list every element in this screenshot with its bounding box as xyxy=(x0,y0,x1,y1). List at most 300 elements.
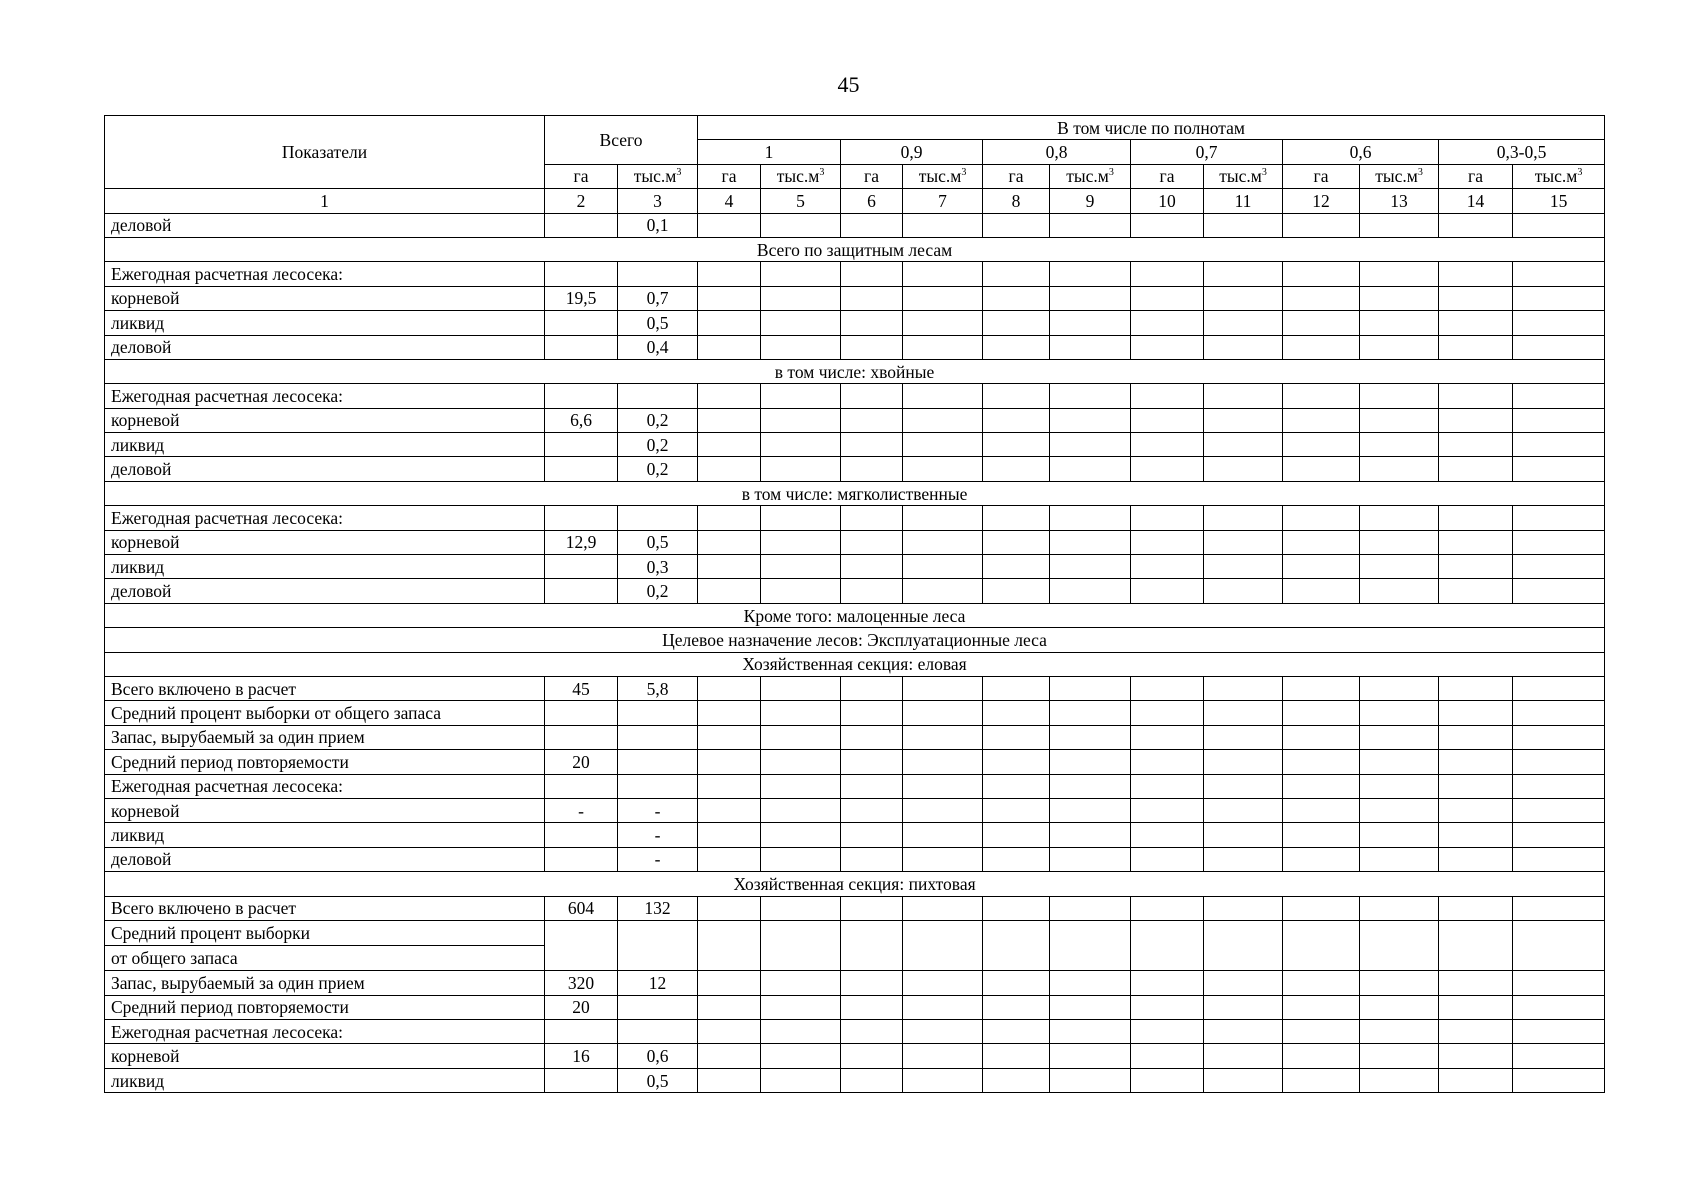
cell-empty xyxy=(1204,676,1283,700)
cell-empty xyxy=(761,555,841,579)
cell-empty xyxy=(1513,384,1605,408)
cell-empty xyxy=(1360,457,1439,481)
table-header xyxy=(105,116,1605,214)
unit-volume-text: тыс.м xyxy=(1534,166,1578,187)
cell-empty xyxy=(698,530,761,554)
cell-empty xyxy=(761,457,841,481)
row-label: Ежегодная расчетная лесосека: xyxy=(105,384,545,408)
section-row xyxy=(105,872,1605,896)
cell-empty xyxy=(1131,384,1204,408)
cell-empty xyxy=(1513,676,1605,700)
section-row xyxy=(105,628,1605,652)
cell-total-volume: 0,2 xyxy=(618,457,698,481)
cell-total-ha xyxy=(545,579,618,603)
cell-empty xyxy=(761,530,841,554)
cell-empty xyxy=(1204,262,1283,286)
cell-empty xyxy=(1050,433,1131,457)
column-number: 10 xyxy=(1131,189,1204,213)
cell-empty xyxy=(983,750,1050,774)
cell-empty xyxy=(1131,995,1204,1019)
table-body xyxy=(105,213,1605,1093)
cell-total-volume xyxy=(618,725,698,749)
cell-total-ha: 604 xyxy=(545,896,618,920)
cell-empty xyxy=(983,1068,1050,1092)
cell-empty xyxy=(903,213,983,237)
cell-empty xyxy=(761,798,841,822)
cell-empty xyxy=(1360,579,1439,603)
cell-empty xyxy=(983,262,1050,286)
cell-empty xyxy=(1513,457,1605,481)
cell-empty xyxy=(983,433,1050,457)
cell-empty xyxy=(1283,1020,1360,1044)
table-row xyxy=(105,433,1605,457)
cell-empty xyxy=(1204,1068,1283,1092)
table-row xyxy=(105,750,1605,774)
cell-empty xyxy=(1204,213,1283,237)
cell-empty xyxy=(903,1020,983,1044)
cell-empty xyxy=(1204,971,1283,995)
cell-empty xyxy=(1204,311,1283,335)
column-number: 12 xyxy=(1283,189,1360,213)
cell-empty xyxy=(1283,408,1360,432)
cell-empty xyxy=(761,1044,841,1068)
row-label-line: от общего запаса xyxy=(111,948,238,969)
cell-empty xyxy=(1204,1044,1283,1068)
cell-empty xyxy=(1513,555,1605,579)
header-density: 1 xyxy=(698,140,841,164)
cell-empty xyxy=(1204,433,1283,457)
cell-empty xyxy=(1050,750,1131,774)
unit-ha: га xyxy=(1131,164,1204,188)
cell-empty xyxy=(1204,995,1283,1019)
column-number: 4 xyxy=(698,189,761,213)
cell-empty xyxy=(698,506,761,530)
cell-empty xyxy=(1439,213,1513,237)
unit-volume xyxy=(1513,164,1605,188)
cell-empty xyxy=(1439,676,1513,700)
cell-empty xyxy=(1283,847,1360,871)
row-label: Ежегодная расчетная лесосека: xyxy=(105,506,545,530)
header-density: 0,8 xyxy=(983,140,1131,164)
cell-empty xyxy=(1513,335,1605,359)
cell-empty xyxy=(841,701,903,725)
cell-empty xyxy=(1513,530,1605,554)
cell-empty xyxy=(1050,506,1131,530)
column-number: 5 xyxy=(761,189,841,213)
cell-empty xyxy=(1283,823,1360,847)
cell-empty xyxy=(761,286,841,310)
cell-empty xyxy=(1283,457,1360,481)
cell-empty xyxy=(1131,457,1204,481)
cell-empty xyxy=(1131,408,1204,432)
cell-empty xyxy=(903,1044,983,1068)
cell-total-ha xyxy=(545,457,618,481)
cell-empty xyxy=(983,823,1050,847)
cell-empty xyxy=(1204,555,1283,579)
cell-empty xyxy=(983,725,1050,749)
cell-empty xyxy=(1204,1020,1283,1044)
cell-empty xyxy=(1360,286,1439,310)
table-row xyxy=(105,823,1605,847)
cell-empty xyxy=(698,774,761,798)
cell-empty xyxy=(1050,311,1131,335)
cell-empty xyxy=(1204,579,1283,603)
unit-volume-exponent: 3 xyxy=(676,167,682,179)
cell-empty xyxy=(1050,676,1131,700)
table-row xyxy=(105,701,1605,725)
cell-empty xyxy=(1360,1044,1439,1068)
cell-empty xyxy=(1439,506,1513,530)
table-row xyxy=(105,798,1605,822)
cell-empty xyxy=(1131,750,1204,774)
unit-volume-exponent: 3 xyxy=(1417,167,1423,179)
cell-empty xyxy=(841,676,903,700)
row-label: Ежегодная расчетная лесосека: xyxy=(105,774,545,798)
cell-empty xyxy=(1050,823,1131,847)
cell-total-ha xyxy=(545,433,618,457)
cell-empty xyxy=(1439,701,1513,725)
cell-empty xyxy=(1131,311,1204,335)
cell-empty xyxy=(1360,750,1439,774)
unit-ha: га xyxy=(1439,164,1513,188)
column-number: 14 xyxy=(1439,189,1513,213)
cell-empty xyxy=(841,920,903,970)
row-label: деловой xyxy=(105,213,545,237)
cell-empty xyxy=(698,311,761,335)
cell-empty xyxy=(841,457,903,481)
table-row xyxy=(105,555,1605,579)
table-row xyxy=(105,676,1605,700)
cell-empty xyxy=(983,213,1050,237)
cell-empty xyxy=(983,1020,1050,1044)
cell-empty xyxy=(1439,1068,1513,1092)
row-label: корневой xyxy=(105,408,545,432)
cell-empty xyxy=(1360,1068,1439,1092)
cell-empty xyxy=(983,774,1050,798)
header-column-number-row xyxy=(105,189,1605,213)
cell-total-ha xyxy=(545,847,618,871)
cell-empty xyxy=(1204,847,1283,871)
row-label: корневой xyxy=(105,530,545,554)
table-row xyxy=(105,457,1605,481)
table-row xyxy=(105,213,1605,237)
cell-empty xyxy=(1360,506,1439,530)
row-label: ликвид xyxy=(105,311,545,335)
header-total: Всего xyxy=(545,116,698,165)
cell-empty xyxy=(698,384,761,408)
row-label: Всего включено в расчет xyxy=(105,896,545,920)
cell-total-ha: 6,6 xyxy=(545,408,618,432)
cell-total-ha xyxy=(545,774,618,798)
cell-empty xyxy=(1131,823,1204,847)
cell-empty xyxy=(1513,433,1605,457)
cell-empty xyxy=(698,579,761,603)
cell-empty xyxy=(1360,701,1439,725)
cell-empty xyxy=(1204,798,1283,822)
unit-volume-exponent: 3 xyxy=(1108,167,1114,179)
table-row xyxy=(105,262,1605,286)
cell-empty xyxy=(903,555,983,579)
cell-empty xyxy=(1204,920,1283,970)
table-row xyxy=(105,725,1605,749)
cell-empty xyxy=(903,1068,983,1092)
cell-total-volume: 0,7 xyxy=(618,286,698,310)
cell-empty xyxy=(1283,1044,1360,1068)
cell-empty xyxy=(1204,750,1283,774)
cell-empty xyxy=(1283,896,1360,920)
section-title: Всего по защитным лесам xyxy=(105,237,1605,261)
cell-total-volume: 0,5 xyxy=(618,311,698,335)
cell-empty xyxy=(983,995,1050,1019)
unit-volume-exponent: 3 xyxy=(961,167,967,179)
table-row xyxy=(105,335,1605,359)
column-number: 9 xyxy=(1050,189,1131,213)
table-row xyxy=(105,579,1605,603)
cell-empty xyxy=(1283,335,1360,359)
cell-empty xyxy=(903,433,983,457)
cell-empty xyxy=(1439,286,1513,310)
cell-empty xyxy=(698,408,761,432)
cell-empty xyxy=(1513,213,1605,237)
cell-total-volume xyxy=(618,262,698,286)
cell-total-ha xyxy=(545,920,618,970)
cell-empty xyxy=(903,579,983,603)
cell-empty xyxy=(1283,433,1360,457)
cell-empty xyxy=(1283,384,1360,408)
row-label: ликвид xyxy=(105,555,545,579)
cell-empty xyxy=(1131,676,1204,700)
column-number: 11 xyxy=(1204,189,1283,213)
unit-volume-text: тыс.м xyxy=(1219,166,1262,187)
cell-empty xyxy=(761,335,841,359)
cell-empty xyxy=(1283,555,1360,579)
cell-empty xyxy=(841,213,903,237)
column-number: 8 xyxy=(983,189,1050,213)
section-row xyxy=(105,603,1605,627)
row-label: корневой xyxy=(105,286,545,310)
cell-empty xyxy=(1360,847,1439,871)
row-label: Средний период повторяемости xyxy=(105,750,545,774)
unit-volume xyxy=(1204,164,1283,188)
cell-empty xyxy=(1050,579,1131,603)
cell-empty xyxy=(698,750,761,774)
cell-empty xyxy=(761,701,841,725)
cell-total-volume: 12 xyxy=(618,971,698,995)
cell-empty xyxy=(1050,920,1131,970)
cell-empty xyxy=(1131,896,1204,920)
cell-empty xyxy=(698,335,761,359)
column-number: 7 xyxy=(903,189,983,213)
row-label: ликвид xyxy=(105,823,545,847)
cell-empty xyxy=(1283,920,1360,970)
cell-empty xyxy=(1050,384,1131,408)
cell-total-ha: 20 xyxy=(545,995,618,1019)
cell-empty xyxy=(1439,530,1513,554)
cell-empty xyxy=(1050,335,1131,359)
cell-empty xyxy=(1283,676,1360,700)
cell-empty xyxy=(1439,1020,1513,1044)
cell-total-volume xyxy=(618,920,698,970)
cell-empty xyxy=(1439,920,1513,970)
cell-empty xyxy=(841,1044,903,1068)
cell-empty xyxy=(761,676,841,700)
cell-empty xyxy=(698,995,761,1019)
cell-total-volume: - xyxy=(618,798,698,822)
table-row xyxy=(105,311,1605,335)
cell-empty xyxy=(1131,555,1204,579)
header-density: 0,7 xyxy=(1131,140,1283,164)
cell-empty xyxy=(983,555,1050,579)
table-row xyxy=(105,1020,1605,1044)
cell-empty xyxy=(841,286,903,310)
cell-empty xyxy=(903,774,983,798)
cell-empty xyxy=(761,920,841,970)
cell-empty xyxy=(1131,774,1204,798)
cell-empty xyxy=(698,847,761,871)
cell-empty xyxy=(1050,262,1131,286)
cell-empty xyxy=(983,457,1050,481)
cell-total-volume: 132 xyxy=(618,896,698,920)
cell-total-ha: 20 xyxy=(545,750,618,774)
cell-empty xyxy=(1131,286,1204,310)
cell-empty xyxy=(761,213,841,237)
unit-volume-exponent: 3 xyxy=(819,167,825,179)
cell-empty xyxy=(1131,262,1204,286)
table-row xyxy=(105,920,1605,970)
column-number: 15 xyxy=(1513,189,1605,213)
table-row xyxy=(105,530,1605,554)
cell-empty xyxy=(841,896,903,920)
cell-empty xyxy=(1131,335,1204,359)
unit-volume-text: тыс.м xyxy=(1066,166,1109,187)
cell-empty xyxy=(983,286,1050,310)
cell-empty xyxy=(1439,798,1513,822)
table-row xyxy=(105,847,1605,871)
cell-empty xyxy=(1050,457,1131,481)
cell-empty xyxy=(698,457,761,481)
cell-total-ha xyxy=(545,384,618,408)
column-number: 1 xyxy=(105,189,545,213)
cell-empty xyxy=(841,1068,903,1092)
unit-volume xyxy=(903,164,983,188)
cell-empty xyxy=(841,847,903,871)
cell-empty xyxy=(1513,896,1605,920)
cell-empty xyxy=(761,579,841,603)
cell-empty xyxy=(841,555,903,579)
cell-empty xyxy=(903,971,983,995)
cell-empty xyxy=(983,384,1050,408)
cell-total-ha xyxy=(545,262,618,286)
cell-empty xyxy=(983,530,1050,554)
section-title: Целевое назначение лесов: Эксплуатационные леса xyxy=(105,628,1605,652)
row-label: Средний период повторяемости xyxy=(105,995,545,1019)
section-title: Хозяйственная секция: пихтовая xyxy=(105,872,1605,896)
cell-total-volume: 0,2 xyxy=(618,408,698,432)
cell-empty xyxy=(1360,823,1439,847)
cell-empty xyxy=(1050,896,1131,920)
cell-empty xyxy=(841,433,903,457)
cell-empty xyxy=(841,384,903,408)
cell-total-volume: 0,2 xyxy=(618,433,698,457)
row-label: корневой xyxy=(105,1044,545,1068)
cell-empty xyxy=(761,896,841,920)
cell-empty xyxy=(698,262,761,286)
cell-empty xyxy=(983,896,1050,920)
cell-empty xyxy=(841,408,903,432)
cell-empty xyxy=(903,750,983,774)
cell-total-ha xyxy=(545,213,618,237)
cell-empty xyxy=(698,555,761,579)
cell-empty xyxy=(983,506,1050,530)
cell-empty xyxy=(698,971,761,995)
row-label: ликвид xyxy=(105,433,545,457)
cell-empty xyxy=(761,995,841,1019)
cell-empty xyxy=(983,1044,1050,1068)
section-row xyxy=(105,237,1605,261)
cell-empty xyxy=(1360,1020,1439,1044)
cell-total-ha xyxy=(545,823,618,847)
cell-empty xyxy=(1360,995,1439,1019)
cell-total-ha: 16 xyxy=(545,1044,618,1068)
cell-empty xyxy=(1513,995,1605,1019)
cell-empty xyxy=(761,506,841,530)
cell-empty xyxy=(1131,1068,1204,1092)
cell-empty xyxy=(903,798,983,822)
cell-empty xyxy=(1283,725,1360,749)
unit-volume-exponent: 3 xyxy=(1261,167,1267,179)
cell-empty xyxy=(1050,530,1131,554)
cell-empty xyxy=(1131,530,1204,554)
cell-empty xyxy=(1283,311,1360,335)
cell-empty xyxy=(903,530,983,554)
cell-empty xyxy=(698,286,761,310)
cell-empty xyxy=(841,506,903,530)
cell-empty xyxy=(1283,506,1360,530)
cell-total-ha xyxy=(545,701,618,725)
cell-total-ha xyxy=(545,725,618,749)
cell-empty xyxy=(1439,408,1513,432)
cell-empty xyxy=(1131,798,1204,822)
row-label: деловой xyxy=(105,847,545,871)
unit-ha: га xyxy=(545,164,618,188)
cell-empty xyxy=(841,725,903,749)
cell-empty xyxy=(1513,1020,1605,1044)
cell-empty xyxy=(1439,579,1513,603)
table-row xyxy=(105,1068,1605,1092)
cell-empty xyxy=(1513,579,1605,603)
table-row xyxy=(105,774,1605,798)
cell-empty xyxy=(903,311,983,335)
cell-total-volume: 0,6 xyxy=(618,1044,698,1068)
column-number: 6 xyxy=(841,189,903,213)
section-row xyxy=(105,359,1605,383)
cell-empty xyxy=(903,384,983,408)
cell-total-ha xyxy=(545,335,618,359)
cell-empty xyxy=(903,920,983,970)
cell-empty xyxy=(1439,725,1513,749)
cell-empty xyxy=(1360,530,1439,554)
unit-volume xyxy=(1360,164,1439,188)
cell-total-volume: - xyxy=(618,823,698,847)
unit-volume-text: тыс.м xyxy=(918,166,962,187)
cell-empty xyxy=(1360,920,1439,970)
table-row xyxy=(105,506,1605,530)
cell-empty xyxy=(841,798,903,822)
row-label: Средний процент выборки от общего запаса xyxy=(105,701,545,725)
cell-total-ha: 19,5 xyxy=(545,286,618,310)
cell-empty xyxy=(1513,506,1605,530)
cell-empty xyxy=(1513,1044,1605,1068)
